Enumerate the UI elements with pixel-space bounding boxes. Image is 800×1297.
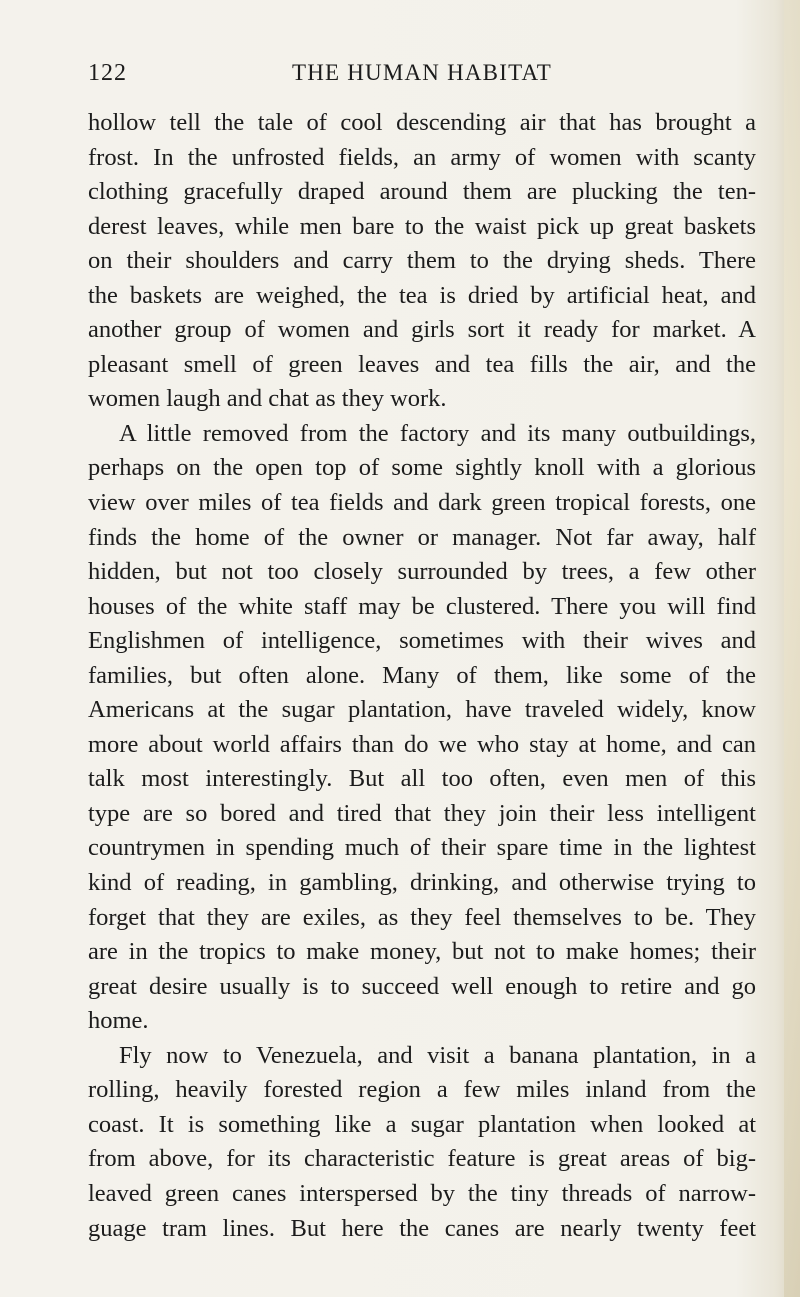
body-text xyxy=(88,106,756,1246)
text-line: home. xyxy=(88,1007,149,1035)
text-line: talk most interestingly. But all too often, even men of this xyxy=(88,765,756,793)
text-line: derest leaves, while men bare to the waist pick up great baskets xyxy=(88,212,756,240)
text-line: rolling, heavily forested region a few miles inland from the xyxy=(88,1076,756,1104)
text-line: perhaps on the open top of some sightly knoll with a glorious xyxy=(88,454,756,482)
text-line: great desire usually is to succeed well enough to retire and go xyxy=(88,972,756,1000)
text-line: another group of women and girls sort it ready for market. A xyxy=(88,316,756,344)
text-line: women laugh and chat as they work. xyxy=(88,385,447,413)
text-line: more about world affairs than do we who stay at home, and can xyxy=(88,730,756,758)
text-line: are in the tropics to make money, but not to make homes; their xyxy=(88,938,756,966)
text-line: coast. It is something like a sugar plantation when looked at xyxy=(88,1110,756,1138)
text-line: the baskets are weighed, the tea is dried by artificial heat, and xyxy=(88,281,756,309)
text-line: A little removed from the factory and its many outbuildings, xyxy=(119,419,756,447)
page-number: 122 xyxy=(88,60,127,86)
page-edge-shading xyxy=(784,0,800,1297)
text-line: forget that they are exiles, as they feel themselves to be. They xyxy=(88,903,756,931)
text-line: hollow tell the tale of cool descending air that has brought a xyxy=(88,109,756,136)
text-line: Americans at the sugar plantation, have traveled widely, know xyxy=(88,696,756,724)
text-line: families, but often alone. Many of them, like some of the xyxy=(88,661,756,689)
running-head: THE HUMAN HABITAT xyxy=(291,60,553,85)
text-line: leaved green canes interspersed by the tiny threads of narrow- xyxy=(88,1179,756,1207)
text-line: on their shoulders and carry them to the drying sheds. There xyxy=(88,247,756,275)
text-line: clothing gracefully draped around them are plucking the ten- xyxy=(88,178,756,206)
text-line: houses of the white staff may be clustered. There you will find xyxy=(88,592,756,620)
text-line: countrymen in spending much of their spare time in the lightest xyxy=(88,834,756,862)
text-line: type are so bored and tired that they join their less intelligent xyxy=(88,799,756,827)
text-line: pleasant smell of green leaves and tea fills the air, and the xyxy=(88,350,756,378)
text-line: guage tram lines. But here the canes are nearly twenty feet xyxy=(88,1214,756,1242)
text-line: hidden, but not too closely surrounded by trees, a few other xyxy=(88,558,756,586)
text-line: frost. In the unfrosted fields, an army of women with scanty xyxy=(88,143,756,171)
text-line: view over miles of tea fields and dark green tropical forests, one xyxy=(88,489,756,517)
text-line: finds the home of the owner or manager. Not far away, half xyxy=(88,523,756,551)
page-header xyxy=(88,60,756,94)
text-line: Englishmen of intelligence, sometimes with their wives and xyxy=(88,627,756,655)
text-line: kind of reading, in gambling, drinking, and otherwise trying to xyxy=(88,869,756,897)
text-line: from above, for its characteristic feature is great areas of big- xyxy=(88,1145,756,1173)
text-line: Fly now to Venezuela, and visit a banana plantation, in a xyxy=(119,1041,756,1069)
